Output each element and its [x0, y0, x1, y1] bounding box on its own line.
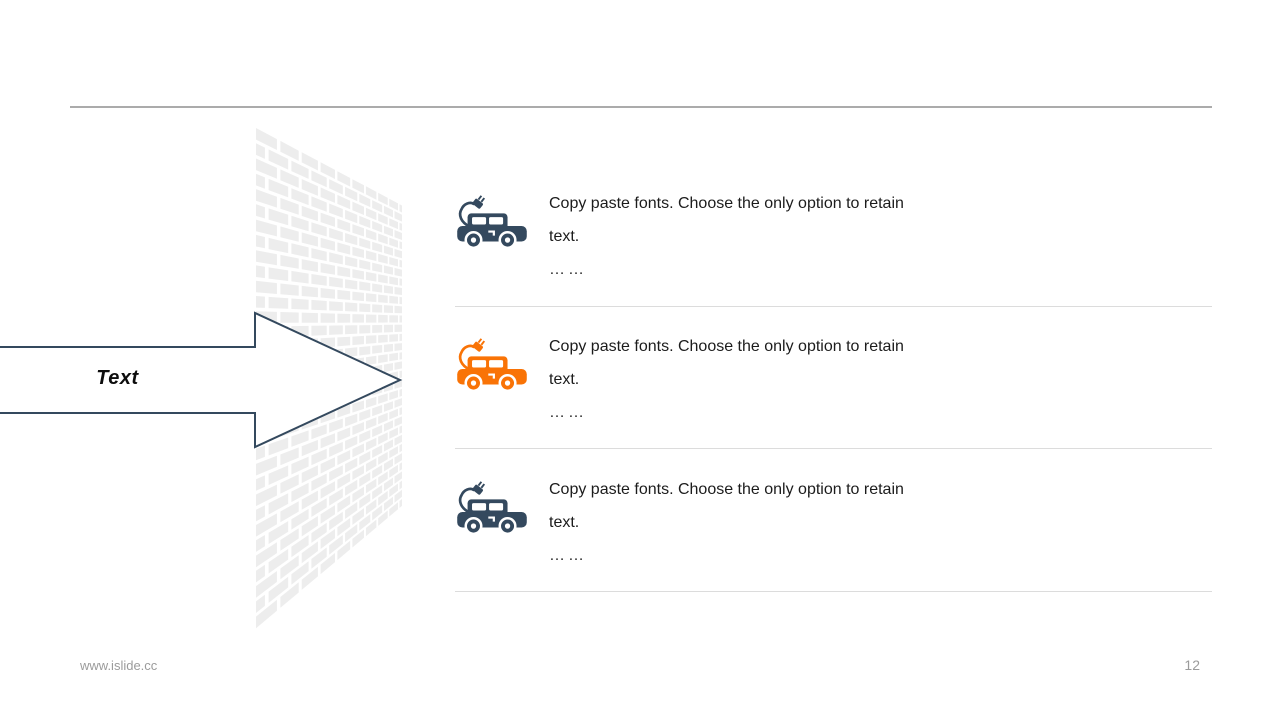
- arrow-label: Text: [96, 367, 139, 389]
- feature-line: text.: [549, 514, 580, 531]
- footer-site-url: www.islide.cc: [80, 658, 158, 673]
- feature-line: Copy paste fonts. Choose the only option to retain: [549, 481, 904, 498]
- feature-line: Copy paste fonts. Choose the only option to retain: [549, 338, 904, 355]
- feature-text: [549, 187, 1212, 286]
- list-item: [455, 473, 1212, 592]
- feature-ellipsis: ……: [549, 547, 587, 564]
- electric-car-icon: [455, 483, 529, 541]
- feature-text: [549, 330, 1212, 429]
- feature-line: text.: [549, 371, 580, 388]
- list-item: [455, 187, 1212, 307]
- feature-line: text.: [549, 228, 580, 245]
- feature-line: Copy paste fonts. Choose the only option to retain: [549, 195, 904, 212]
- page-number: 12: [1184, 657, 1200, 673]
- electric-car-icon: [455, 197, 529, 255]
- electric-car-icon: [455, 340, 529, 398]
- list-item: [455, 330, 1212, 449]
- feature-text: [549, 473, 1212, 572]
- feature-ellipsis: ……: [549, 261, 587, 278]
- feature-ellipsis: ……: [549, 404, 587, 421]
